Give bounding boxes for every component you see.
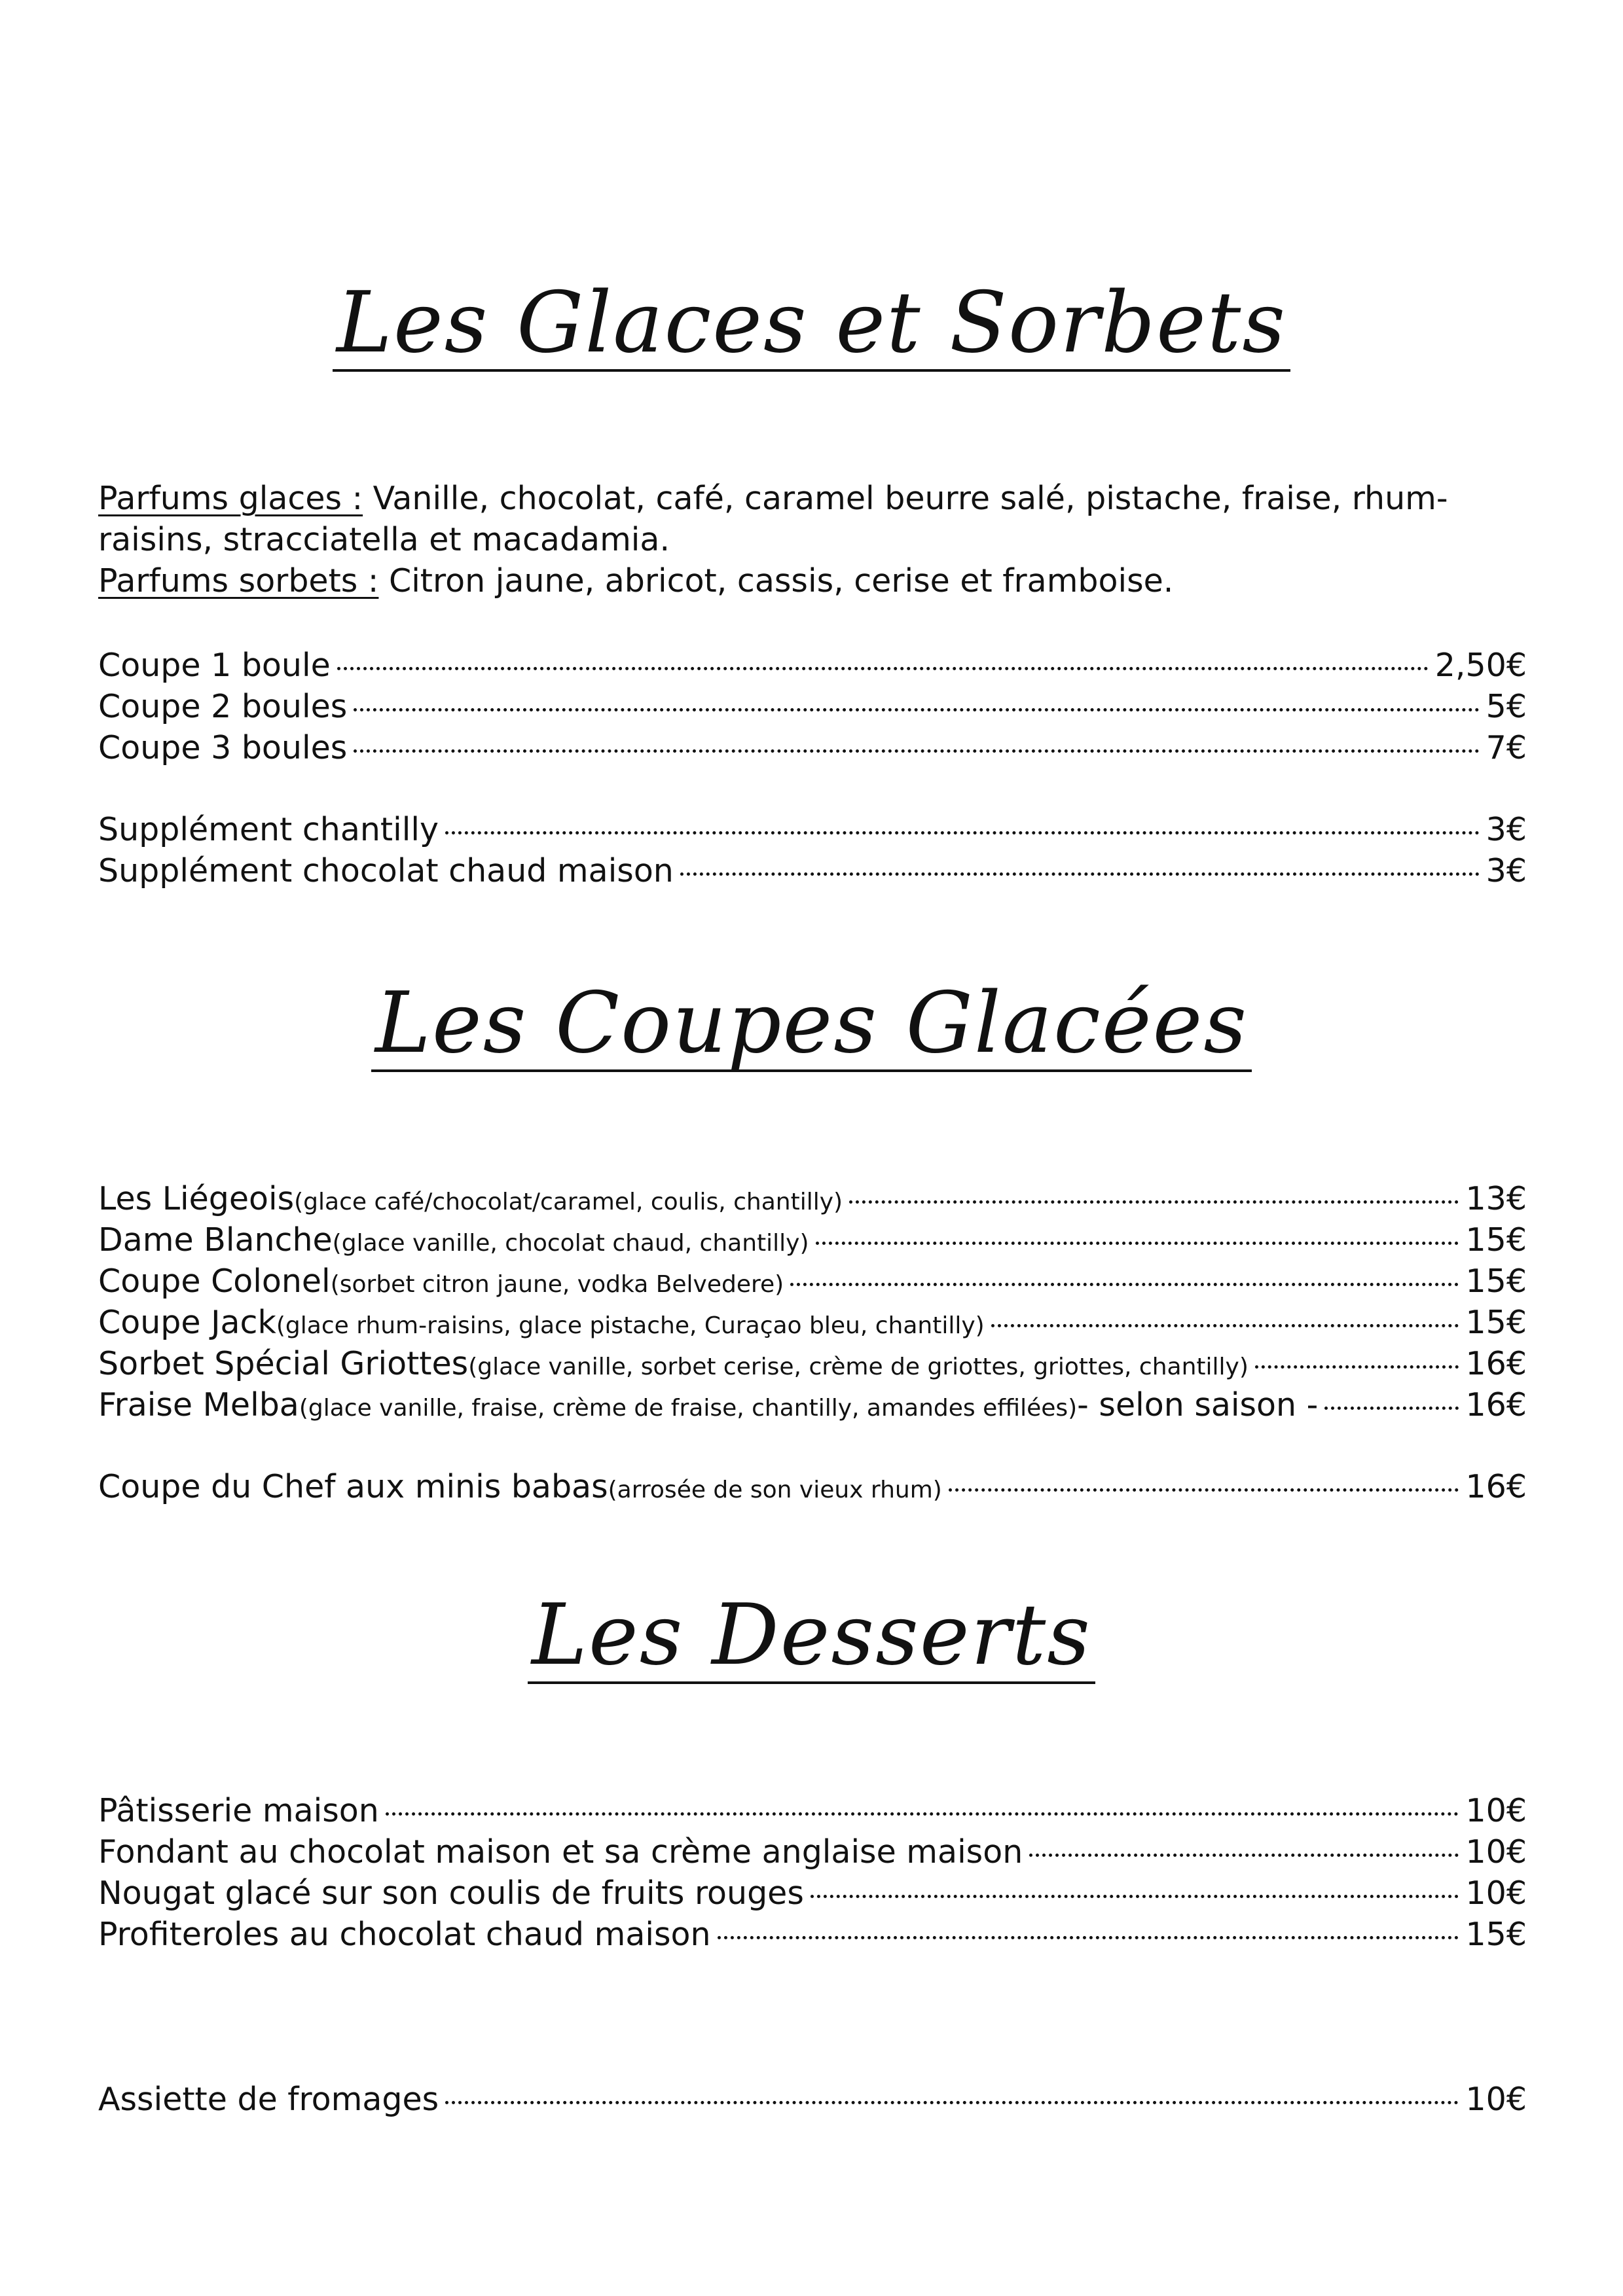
parfums-glaces	[98, 478, 1539, 560]
dot-leader	[1255, 1365, 1459, 1369]
item-price: 16€	[1465, 1345, 1527, 1382]
menu-item	[98, 1343, 1527, 1384]
menu-item	[98, 1302, 1527, 1343]
menu-item	[98, 686, 1527, 727]
item-price: 15€	[1465, 1263, 1527, 1300]
item-name: Assiette de fromages	[98, 2081, 439, 2118]
title-coupes-glacees	[0, 975, 1623, 1072]
desserts-list	[98, 1790, 1527, 1955]
menu-item	[98, 1873, 1527, 1914]
dot-leader	[680, 872, 1480, 876]
dot-leader	[1324, 1407, 1459, 1410]
item-description: (glace rhum-raisins, glace pistache, Curaçao bleu, chantilly)	[276, 1312, 985, 1339]
menu-item	[98, 1219, 1527, 1261]
title-desserts-text: Les Desserts	[528, 1594, 1095, 1684]
item-description: (arrosée de son vieux rhum)	[608, 1477, 942, 1503]
parfums-sorbets-label: Parfums sorbets :	[98, 562, 379, 600]
item-price: 16€	[1465, 1468, 1527, 1505]
item-price: 10€	[1465, 1833, 1527, 1871]
title-desserts	[0, 1587, 1623, 1684]
menu-item	[98, 2079, 1527, 2120]
item-description: (glace vanille, chocolat chaud, chantilly)	[332, 1230, 809, 1257]
item-description: (glace vanille, fraise, crème de fraise, chantilly, amandes effilées)	[299, 1395, 1078, 1422]
parfums-glaces-text: Vanille, chocolat, café, caramel beurre salé, pistache, fraise, rhum-raisins, stracciatella et macadamia.	[98, 480, 1448, 558]
item-name: Pâtisserie maison	[98, 1792, 379, 1829]
item-price: 10€	[1465, 1792, 1527, 1829]
parfums-block	[98, 478, 1539, 601]
item-name: Coupe Jack	[98, 1304, 276, 1341]
item-price: 15€	[1465, 1916, 1527, 1953]
item-price: 7€	[1486, 729, 1527, 766]
dot-leader	[790, 1283, 1459, 1286]
item-price: 15€	[1465, 1221, 1527, 1259]
item-name: Supplément chantilly	[98, 811, 439, 848]
item-name: Dame Blanche	[98, 1221, 333, 1259]
dot-leader	[445, 2101, 1459, 2104]
title-glaces-et-sorbets-text: Les Glaces et Sorbets	[333, 281, 1290, 372]
supplements-list	[98, 809, 1527, 891]
menu-item	[98, 1466, 1527, 1507]
item-name: Coupe 2 boules	[98, 688, 348, 725]
item-price: 13€	[1465, 1180, 1527, 1217]
menu-item	[98, 1831, 1527, 1873]
coupes-boules-list	[98, 645, 1527, 768]
item-name: Sorbet Spécial Griottes	[98, 1345, 469, 1382]
menu-item	[98, 1914, 1527, 1955]
title-glaces-et-sorbets	[0, 274, 1623, 372]
fromages	[98, 2079, 1527, 2120]
item-price: 15€	[1465, 1304, 1527, 1341]
dot-leader	[337, 667, 1429, 670]
coupe-du-chef	[98, 1466, 1527, 1507]
item-name: Coupe Colonel	[98, 1263, 331, 1300]
item-price: 2,50€	[1434, 647, 1527, 684]
item-name: Profiteroles au chocolat chaud maison	[98, 1916, 711, 1953]
dot-leader	[445, 831, 1480, 834]
menu-item	[98, 645, 1527, 686]
menu-item	[98, 850, 1527, 891]
item-price: 3€	[1486, 811, 1527, 848]
dot-leader	[811, 1895, 1459, 1898]
coupes-glacees-list	[98, 1178, 1527, 1426]
item-name: Nougat glacé sur son coulis de fruits rouges	[98, 1874, 804, 1912]
dot-leader	[354, 708, 1479, 711]
item-price: 5€	[1486, 688, 1527, 725]
item-season-note: - selon saison -	[1077, 1386, 1319, 1424]
menu-item	[98, 1384, 1527, 1426]
item-name: Coupe du Chef aux minis babas	[98, 1468, 608, 1505]
parfums-glaces-label: Parfums glaces :	[98, 480, 363, 517]
item-name: Supplément chocolat chaud maison	[98, 852, 674, 889]
menu-item	[98, 1178, 1527, 1219]
menu-item	[98, 809, 1527, 850]
dot-leader	[816, 1242, 1459, 1245]
dot-leader	[386, 1812, 1459, 1816]
item-name: Fraise Melba	[98, 1386, 299, 1424]
item-name: Fondant au chocolat maison et sa crème anglaise maison	[98, 1833, 1023, 1871]
dot-leader	[991, 1324, 1459, 1327]
item-name: Les Liégeois	[98, 1180, 295, 1217]
item-price: 16€	[1465, 1386, 1527, 1424]
title-coupes-glacees-text: Les Coupes Glacées	[371, 982, 1252, 1072]
item-name: Coupe 1 boule	[98, 647, 331, 684]
dot-leader	[718, 1936, 1459, 1939]
item-price: 3€	[1486, 852, 1527, 889]
item-price: 10€	[1465, 2081, 1527, 2118]
dot-leader	[1029, 1854, 1459, 1857]
item-description: (glace café/chocolat/caramel, coulis, chantilly)	[294, 1189, 843, 1215]
dot-leader	[354, 749, 1479, 753]
menu-item	[98, 1790, 1527, 1831]
item-name: Coupe 3 boules	[98, 729, 348, 766]
item-description: (glace vanille, sorbet cerise, crème de griottes, griottes, chantilly)	[468, 1354, 1249, 1380]
dot-leader	[849, 1200, 1459, 1204]
item-description: (sorbet citron jaune, vodka Belvedere)	[330, 1271, 784, 1298]
parfums-sorbets-text: Citron jaune, abricot, cassis, cerise et framboise.	[378, 562, 1174, 600]
dot-leader	[949, 1488, 1459, 1492]
parfums-sorbets	[98, 560, 1539, 601]
menu-item	[98, 727, 1527, 768]
item-price: 10€	[1465, 1874, 1527, 1912]
menu-item	[98, 1261, 1527, 1302]
